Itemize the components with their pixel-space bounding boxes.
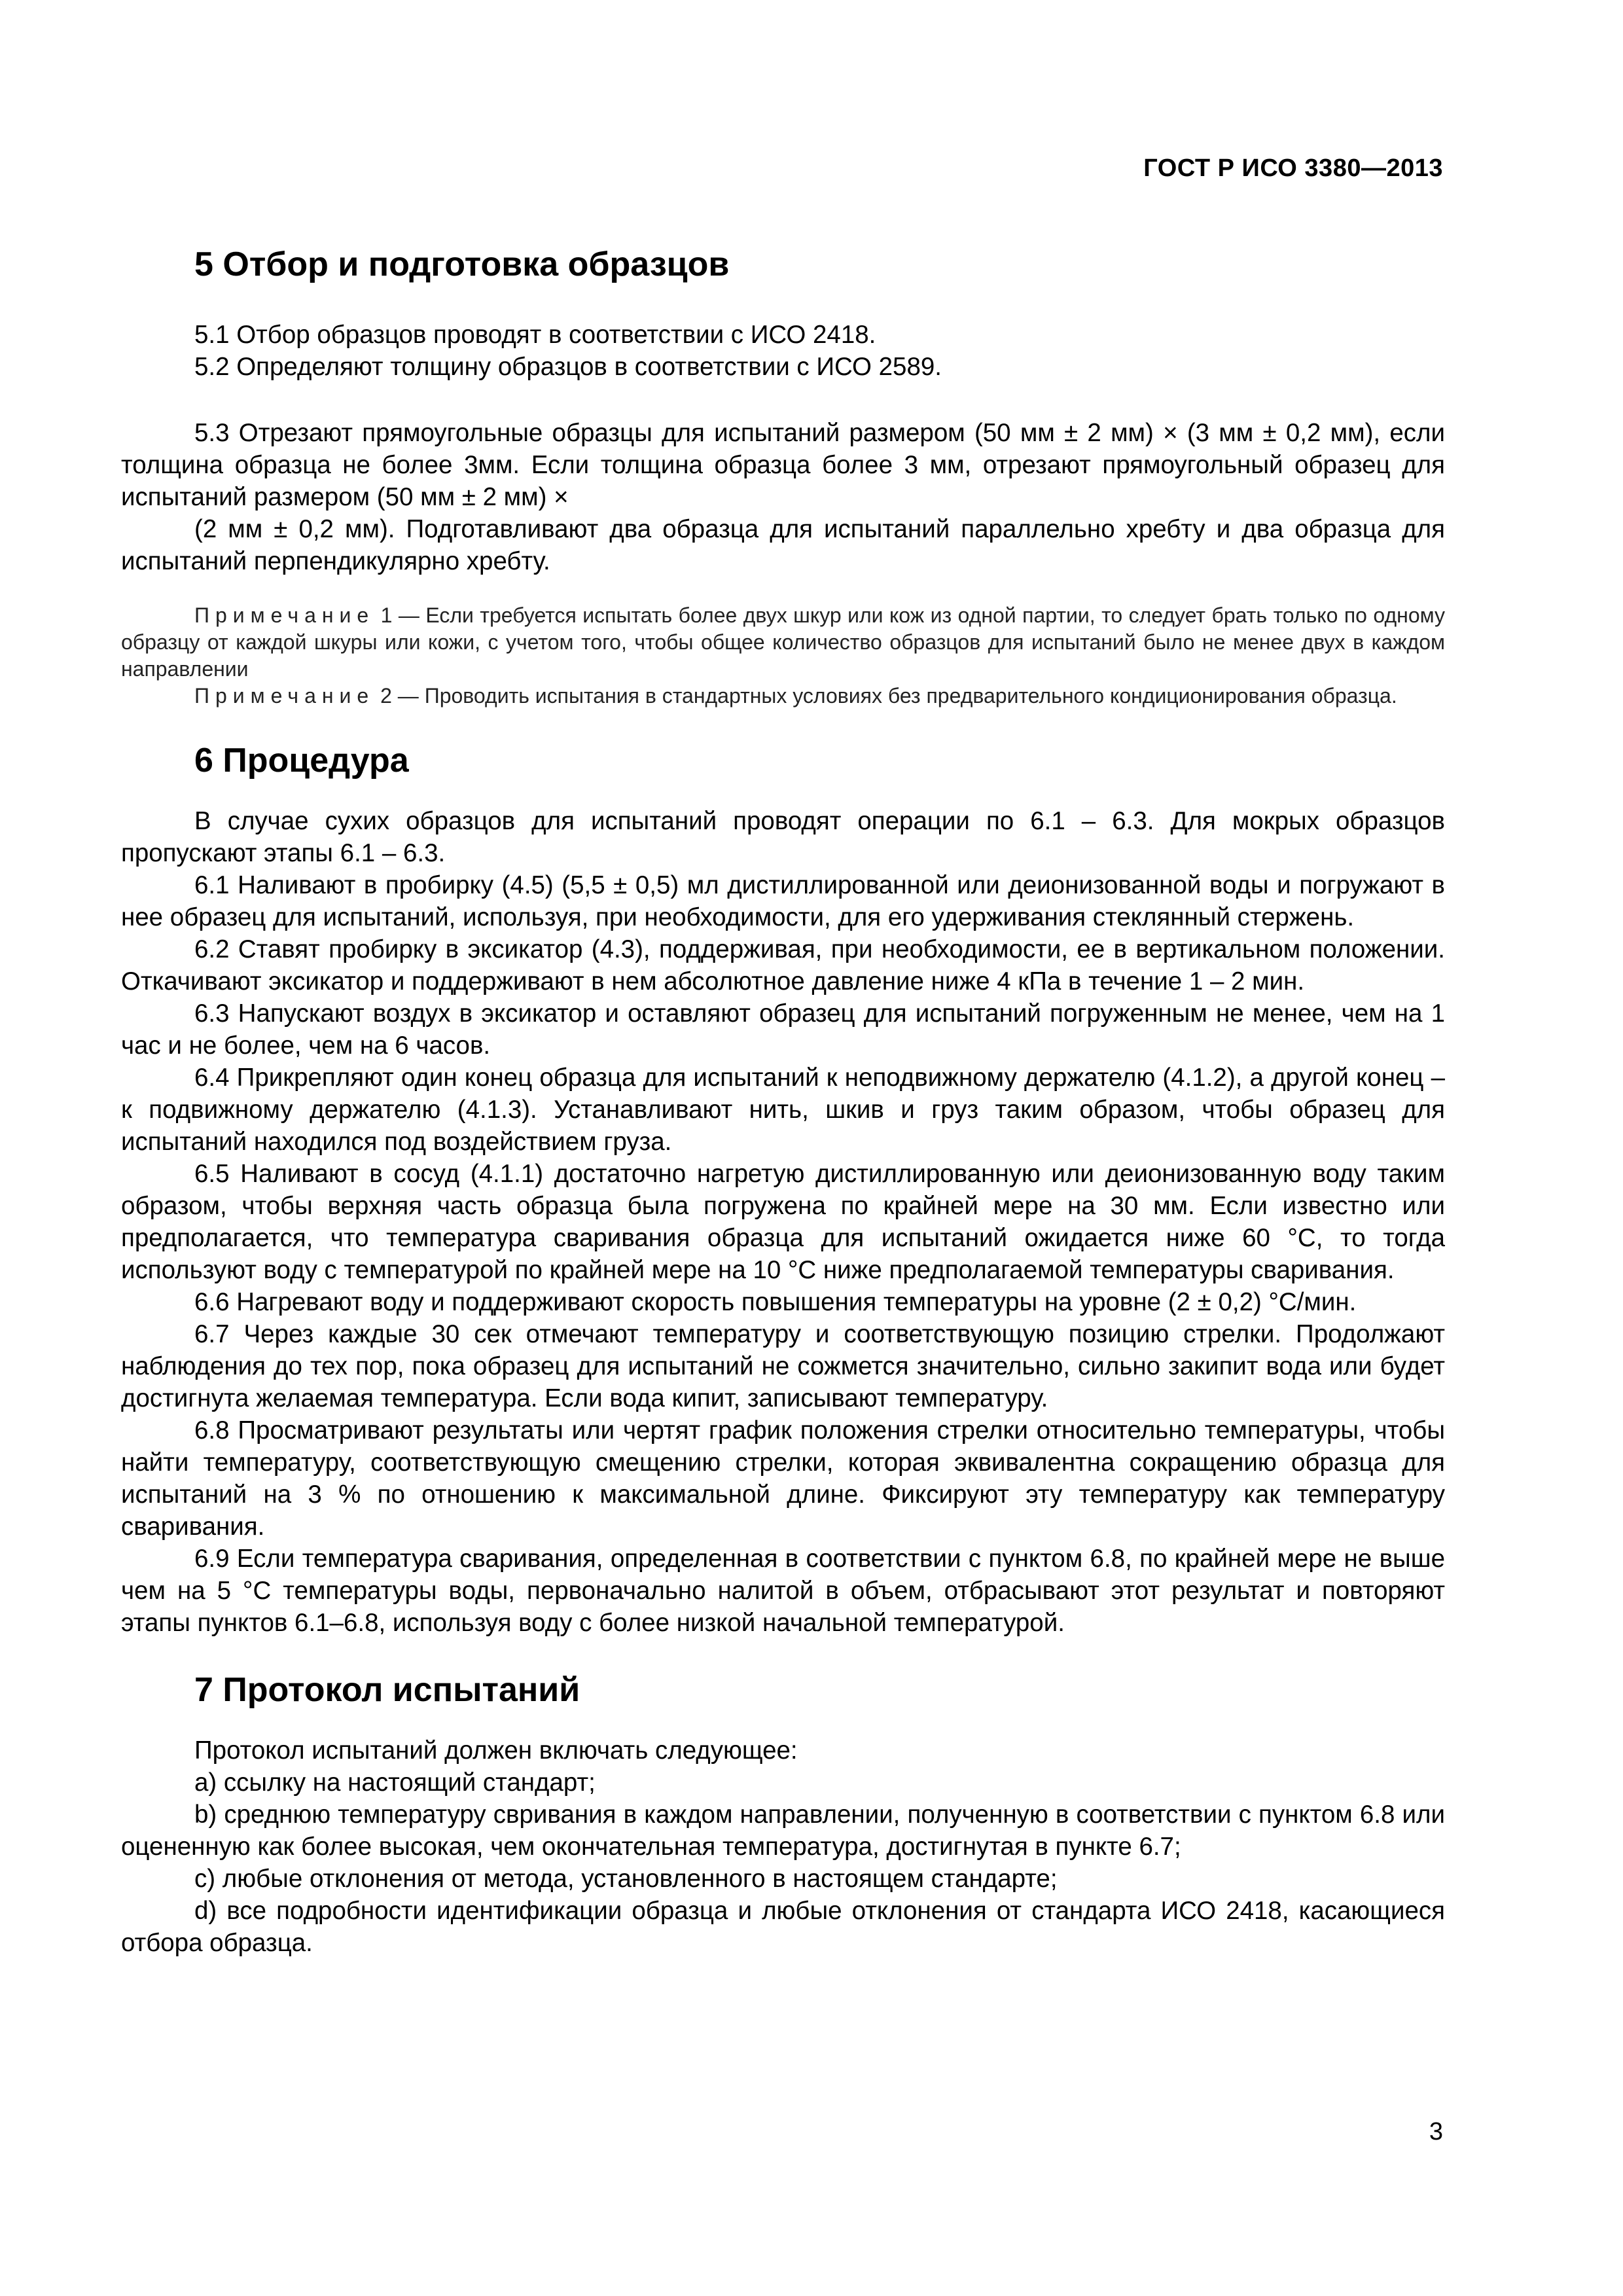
paragraph-7-intro: Протокол испытаний должен включать следующее:: [194, 1736, 798, 1765]
note-2-text: 2 — Проводить испытания в стандартных условиях без предварительного кондиционирования образца.: [374, 684, 1397, 708]
section-7-title: 7 Протокол испытаний: [194, 1671, 580, 1709]
paragraph-5-1: 5.1 Отбор образцов проводят в соответствии с ИСО 2418.: [194, 321, 876, 349]
note-2-label: Примечание: [194, 684, 375, 708]
document-body: [121, 243, 1445, 1959]
note-1: [121, 602, 1445, 683]
paragraph-6-5: 6.5 Наливают в сосуд (4.1.1) достаточно нагретую дистиллированную или деионизованную воду таким образом, чтобы верхняя часть образца была погружена по крайней мере на 30 мм. Если известно или предполагается, что температура сваривания образца для испытаний ожидается ниже 60 °С, то тогда используют воду с температурой по крайней мере на 10 °С ниже предполагаемой температуры сваривания.: [121, 1160, 1445, 1284]
list-item-b: b) среднюю температуру свривания в каждом направлении, полученную в соответствии с пунктом 6.8 или оцененную как более высокая, чем окончательная температура, достигнутая в пункте 6.7;: [121, 1801, 1445, 1861]
page-number: 3: [1429, 2118, 1443, 2145]
paragraph-6-1: 6.1 Наливают в пробирку (4.5) (5,5 ± 0,5) мл дистиллированной или деионизованной воды и погружают в нее образец для испытаний, используя, при необходимости, для его удерживания стеклянный стержень.: [121, 871, 1445, 931]
note-2: [121, 683, 1445, 709]
note-1-label: Примечание: [194, 603, 375, 627]
paragraph-5-3-cont: (2 мм ± 0,2 мм). Подготавливают два образца для испытаний параллельно хребту и два образца для испытаний перпендикулярно хребту.: [121, 515, 1445, 575]
list-item-d: d) все подробности идентификации образца и любые отклонения от стандарта ИСО 2418, касающиеся отбора образца.: [121, 1897, 1445, 1957]
section-5-title: 5 Отбор и подготовка образцов: [194, 245, 730, 283]
paragraph-6-intro: В случае сухих образцов для испытаний проводят операции по 6.1 – 6.3. Для мокрых образцов пропускают этапы 6.1 – 6.3.: [121, 807, 1445, 867]
paragraph-6-7: 6.7 Через каждые 30 сек отмечают температуру и соответствующую позицию стрелки. Продолжают наблюдения до тех пор, пока образец для испытаний не сожмется значительно, сильно закипит вода или будет достигнута желаемая температура. Если вода кипит, записывают температуру.: [121, 1320, 1445, 1412]
paragraph-6-2: 6.2 Ставят пробирку в эксикатор (4.3), поддерживая, при необходимости, ее в вертикальном положении. Откачивают эксикатор и поддерживают в нем абсолютное давление ниже 4 кПа в течение 1 – 2 мин.: [121, 935, 1445, 996]
paragraph-5-2: 5.2 Определяют толщину образцов в соответствии с ИСО 2589.: [194, 353, 942, 381]
paragraph-6-3: 6.3 Напускают воздух в эксикатор и оставляют образец для испытаний погруженным не менее, чем на 1 час и не более, чем на 6 часов.: [121, 999, 1445, 1060]
paragraph-6-4: 6.4 Прикрепляют один конец образца для испытаний к неподвижному держателю (4.1.2), а другой конец – к подвижному держателю (4.1.3). Устанавливают нить, шкив и груз таким образом, чтобы образец для испытаний находился под воздействием груза.: [121, 1064, 1445, 1156]
document-header: ГОСТ Р ИСО 3380—2013: [1143, 154, 1443, 182]
paragraph-6-6: 6.6 Нагревают воду и поддерживают скорость повышения температуры на уровне (2 ± 0,2) °С/мин.: [194, 1288, 1357, 1316]
paragraph-6-9: 6.9 Если температура сваривания, определенная в соответствии с пунктом 6.8, по крайней мере не выше чем на 5 °С температуры воды, первоначально налитой в объем, отбрасывают этот результат и повторяют этапы пунктов 6.1–6.8, используя воду с более низкой начальной температурой.: [121, 1545, 1445, 1637]
section-6-title: 6 Процедура: [194, 742, 409, 780]
paragraph-6-8: 6.8 Просматривают результаты или чертят график положения стрелки относительно температуры, чтобы найти температуру, соответствующую смещению стрелки, которая эквивалентна сокращению образца для испытаний на 3 % по отношению к максимальной длине. Фиксируют эту температуру как температуру сваривания.: [121, 1416, 1445, 1541]
note-1-text: 1 — Если требуется испытать более двух шкур или кож из одной партии, то следует брать только по одному образцу от каждой шкуры или кожи, с учетом того, чтобы общее количество образцов для испытаний было не менее двух в каждом направлении: [121, 603, 1445, 681]
list-item-a: а) ссылку на настоящий стандарт;: [194, 1768, 596, 1797]
list-item-c: c) любые отклонения от метода, установленного в настоящем стандарте;: [194, 1865, 1058, 1893]
paragraph-5-3: 5.3 Отрезают прямоугольные образцы для испытаний размером (50 мм ± 2 мм) × (3 мм ± 0,2 мм), если толщина образца не более 3мм. Если толщина образца более 3 мм, отрезают прямоугольный образец для испытаний размером (50 мм ± 2 мм) ×: [121, 419, 1445, 511]
